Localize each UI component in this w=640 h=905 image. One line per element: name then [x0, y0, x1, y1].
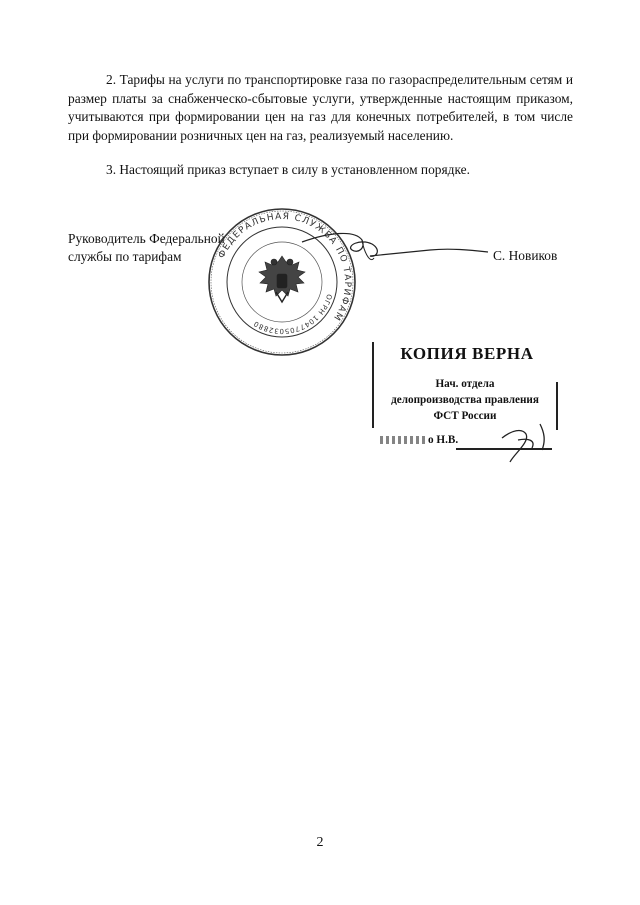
certified-copy-stamp [372, 342, 558, 470]
seal-ogrn-text [252, 293, 333, 335]
eagle-emblem-icon [259, 256, 305, 302]
paragraph-2-text: 2. Тарифы на услуги по транспортировке газа по газораспределительным сетям и размер платы за снабженческо-сбытовые услуги, утвержденные настоящим приказом, учитываются при формировании цен на газ для конечных потребителей, в том числе при формировании розничных цен на газ, реализуемый населению. [68, 72, 573, 143]
copy-stamp-signer-smudge [380, 436, 426, 444]
paragraph-3-text: 3. Настоящий приказ вступает в силу в установленном порядке. [106, 162, 470, 177]
signatory-title-line-1: Руководитель Федеральной [68, 231, 225, 246]
signatory-title-line-2: службы по тарифам [68, 249, 182, 264]
copy-stamp-signer [380, 434, 458, 446]
handwritten-signature [300, 228, 490, 268]
signatory-title [68, 230, 225, 266]
paragraph-3 [68, 161, 573, 180]
copy-stamp-line-3: ФСТ России [433, 410, 497, 422]
paragraph-2 [68, 71, 573, 145]
seal-outer-text-path: ФЕДЕРАЛЬНАЯ СЛУЖБА ПО ТАРИФАМ [216, 211, 353, 323]
seal-ogrn-text-path: ОГРН 1047705032880 [252, 293, 334, 336]
copy-stamp-signature [492, 418, 552, 466]
copy-stamp-title: КОПИЯ ВЕРНА [400, 344, 534, 363]
copy-stamp-line-2: делопроизводства правления [391, 394, 539, 406]
copy-stamp-signer-name: о Н.В. [428, 434, 459, 446]
page-number: 2 [316, 835, 324, 850]
signatory-name: С. Новиков [493, 248, 558, 263]
copy-stamp-line-1: Нач. отдела [435, 378, 495, 390]
